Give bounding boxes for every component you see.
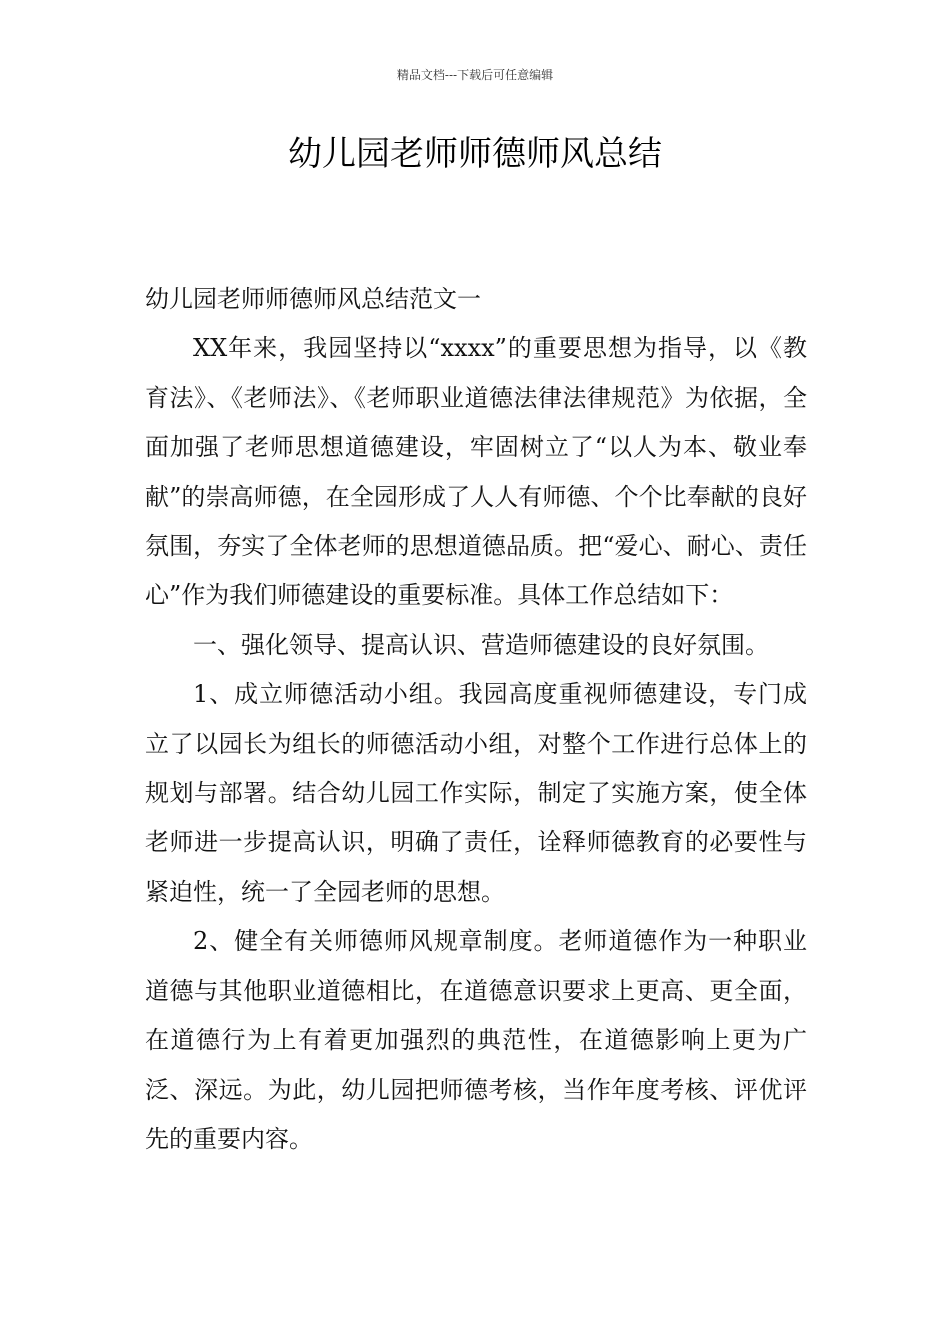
paragraph-item-2: 2、健全有关师德师风规章制度。老师道德作为一种职业道德与其他职业道德相比，在道德意识要求上更高、更全面，在道德行为上有着更加强烈的典范性，在道德影响上更为广泛、深远。为此，幼儿园把师德考核，当作年度考核、评优评先的重要内容。 — [145, 927, 807, 1153]
document-body — [145, 275, 807, 1164]
section-heading-1: 一、强化领导、提高认识、营造师德建设的良好氛围。 — [193, 630, 769, 659]
page-header-note: 精品文档---下载后可任意编辑 — [396, 68, 554, 82]
paragraph-item-1: 1、成立师德活动小组。我园高度重视师德建设，专门成立了以园长为组长的师德活动小组，对整个工作进行总体上的规划与部署。结合幼儿园工作实际，制定了实施方案，使全体老师进一步提高认识，明确了责任，诠释师德教育的必要性与紧迫性，统一了全园老师的思想。 — [145, 680, 807, 906]
document-title: 幼儿园老师师德师风总结 — [288, 134, 662, 174]
paragraph-intro: XX年来，我园坚持以“xxxx”的重要思想为指导，以《教育法》、《老师法》、《老师职业道德法律法律规范》为依据，全面加强了老师思想道德建设，牢固树立了“以人为本、敬业奉献”的崇高师德，在全园形成了人人有师德、个个比奉献的良好氛围，夯实了全体老师的思想道德品质。把“爱心、耐心、责任心”作为我们师德建设的重要标准。具体工作总结如下： — [145, 334, 807, 610]
document-subtitle: 幼儿园老师师德师风总结范文一 — [145, 285, 481, 313]
